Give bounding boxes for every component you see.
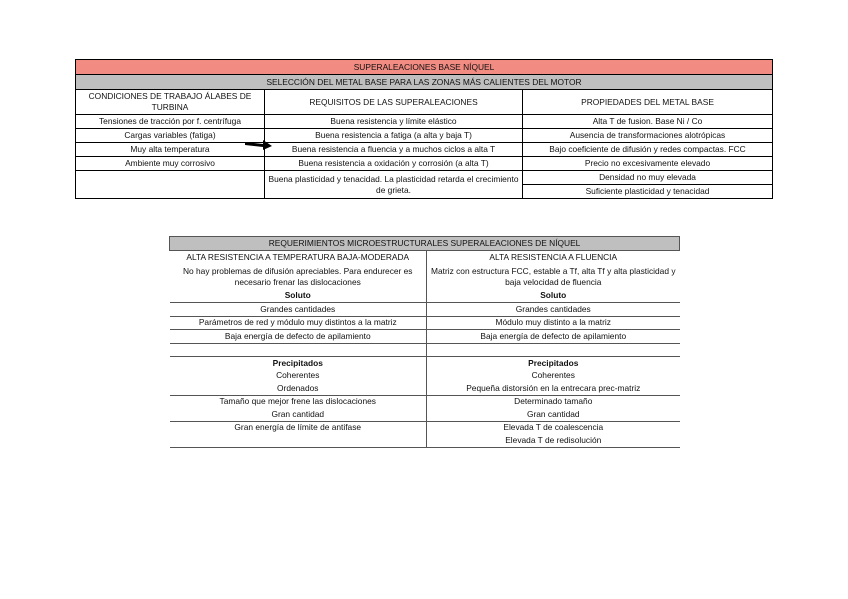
cell: Precio no excesivamente elevado bbox=[523, 157, 773, 171]
right-heading: ALTA RESISTENCIA A FLUENCIA bbox=[489, 251, 618, 262]
left-precipitados-label: Precipitados bbox=[170, 357, 427, 370]
list-item: Coherentes bbox=[170, 370, 427, 383]
list-item: Pequeña distorsión en la entrecara prec-matriz bbox=[466, 382, 641, 393]
list-item: Gran cantidad bbox=[526, 408, 580, 419]
list-item: Gran cantidad bbox=[170, 408, 427, 421]
cell: Bajo coeficiente de difusión y redes compactas. FCC bbox=[523, 143, 773, 157]
cell: Buena resistencia a fluencia y a muchos ciclos a alta T bbox=[265, 143, 523, 157]
arrow-icon bbox=[243, 139, 273, 151]
list-item: Gran energía de límite de antifase bbox=[170, 421, 427, 434]
left-description: No hay problemas de difusión apreciables. Para endurecer es necesario frenar las dislocaciones bbox=[170, 264, 427, 290]
table1-subtitle: SELECCIÓN DEL METAL BASE PARA LAS ZONAS MÁS CALIENTES DEL MOTOR bbox=[76, 75, 773, 90]
list-item: Ordenados bbox=[170, 382, 427, 395]
list-item: Elevada T de coalescencia bbox=[427, 421, 680, 434]
cell: Cargas variables (fatiga) bbox=[76, 129, 265, 143]
right-soluto-label: Soluto bbox=[540, 290, 567, 301]
list-item: Grandes cantidades bbox=[427, 303, 680, 317]
list-item: Baja energía de defecto de apilamiento bbox=[427, 330, 680, 344]
cell: Buena resistencia a fatiga (a alta y baja T) bbox=[265, 129, 523, 143]
cell: Suficiente plasticidad y tenacidad bbox=[523, 185, 773, 199]
left-heading: ALTA RESISTENCIA A TEMPERATURA BAJA-MODERADA bbox=[170, 251, 427, 264]
empty-cell bbox=[76, 171, 265, 199]
header-properties: PROPIEDADES DEL METAL BASE bbox=[523, 90, 773, 115]
cell: Buena resistencia y límite elástico bbox=[265, 115, 523, 129]
header-requirements: REQUISITOS DE LAS SUPERALEACIONES bbox=[265, 90, 523, 115]
list-item: Baja energía de defecto de apilamiento bbox=[170, 330, 427, 344]
cell-plasticity: Buena plasticidad y tenacidad. La plasticidad retarda el crecimiento de grieta. bbox=[265, 171, 523, 199]
microstructural-requirements-table bbox=[169, 236, 680, 448]
list-item: Tamaño que mejor frene las dislocaciones bbox=[170, 395, 427, 408]
table1-title: SUPERALEACIONES BASE NÍQUEL bbox=[76, 60, 773, 75]
right-precipitados-label: Precipitados bbox=[427, 357, 680, 370]
cell: Buena resistencia a oxidación y corrosión (a alta T) bbox=[265, 157, 523, 171]
list-item: Grandes cantidades bbox=[170, 303, 427, 317]
list-item: Módulo muy distinto a la matriz bbox=[427, 316, 680, 330]
cell: Alta T de fusion. Base Ni / Co bbox=[523, 115, 773, 129]
cell: Ambiente muy corrosivo bbox=[76, 157, 265, 171]
list-item: Elevada T de redisolución bbox=[427, 434, 680, 447]
cell: Ausencia de transformaciones alotrópicas bbox=[523, 129, 773, 143]
list-item: Coherentes bbox=[531, 370, 575, 381]
empty-cell bbox=[427, 343, 680, 357]
empty-cell bbox=[170, 434, 427, 447]
header-conditions: CONDICIONES DE TRABAJO ÁLABES DE TURBINA bbox=[76, 90, 265, 115]
list-item: Parámetros de red y módulo muy distintos a la matriz bbox=[170, 316, 427, 330]
cell: Muy alta temperatura bbox=[76, 143, 265, 157]
list-item: Determinado tamaño bbox=[427, 395, 680, 408]
nickel-superalloys-table bbox=[75, 59, 773, 199]
empty-cell bbox=[170, 343, 427, 357]
right-description: Matriz con estructura FCC, estable a Tf, alta Tf y alta plasticidad y baja velocidad de fluencia bbox=[430, 265, 676, 287]
table2-title: REQUERIMIENTOS MICROESTRUCTURALES SUPERALEACIONES DE NÍQUEL bbox=[170, 237, 680, 251]
left-soluto-label: Soluto bbox=[170, 290, 427, 303]
cell: Tensiones de tracción por f. centrífuga bbox=[76, 115, 265, 129]
cell: Densidad no muy elevada bbox=[523, 171, 773, 185]
